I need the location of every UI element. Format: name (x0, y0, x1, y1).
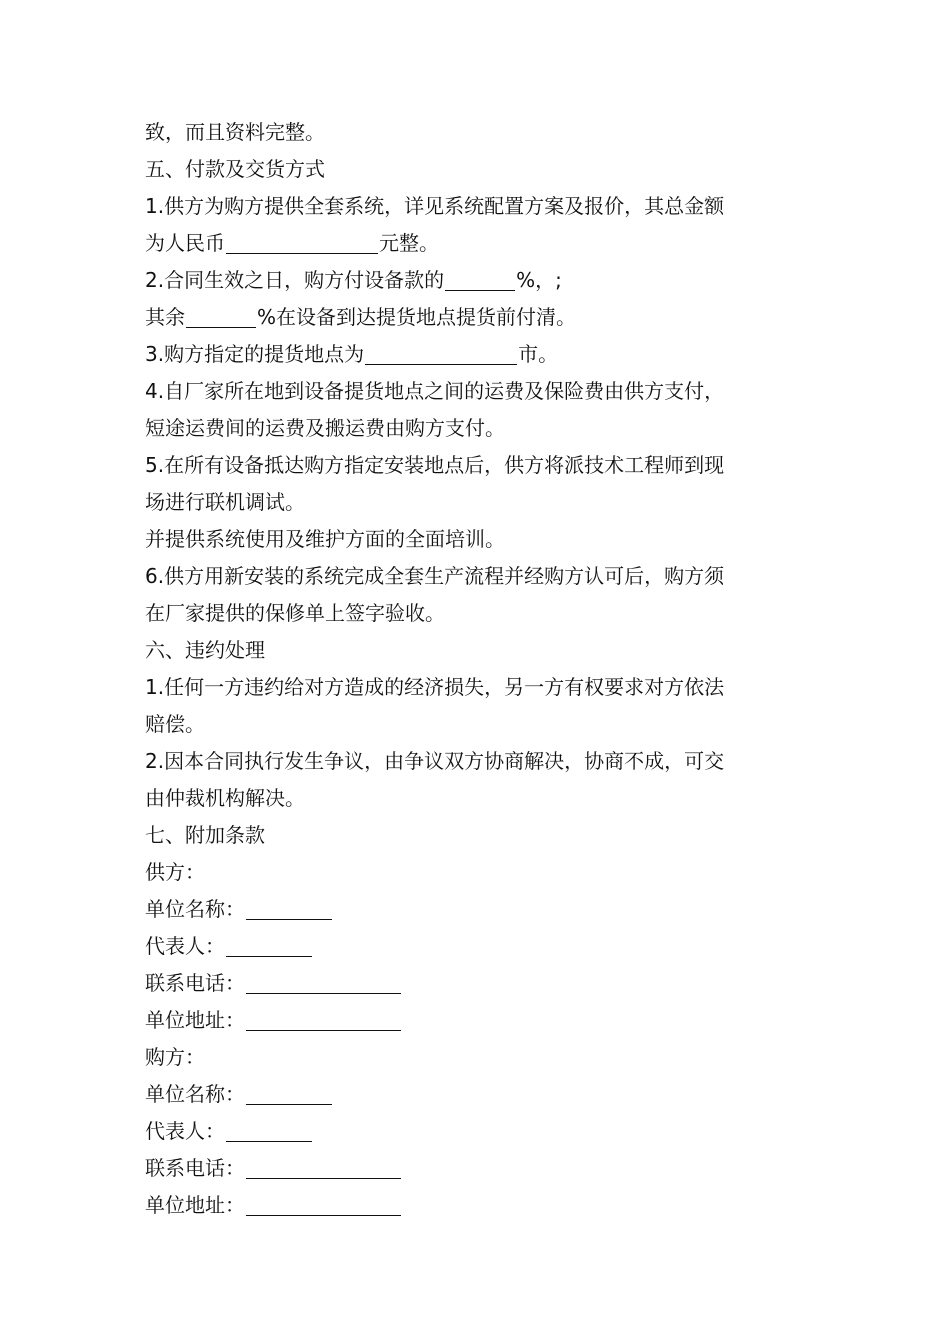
heading-text: 六、违约处理 (145, 638, 265, 662)
signature-blank[interactable] (246, 969, 401, 994)
paragraph-line (145, 410, 815, 447)
paragraph-line (145, 114, 815, 151)
signature-blank[interactable] (246, 895, 332, 920)
heading-text: 五、付款及交货方式 (145, 157, 325, 181)
field-label: 代表人： (145, 1119, 225, 1143)
signature-blank[interactable] (246, 1154, 401, 1179)
line-text: 由仲裁机构解决。 (145, 786, 305, 810)
supplier-representative-field (145, 928, 815, 965)
buyer-name-field (145, 1076, 815, 1113)
line-text: 场进行联机调试。 (145, 490, 305, 514)
percent-blank[interactable] (186, 303, 256, 328)
line-text: 并提供系统使用及维护方面的全面培训。 (145, 527, 505, 551)
supplier-address-field (145, 1002, 815, 1039)
paragraph-line (145, 484, 815, 521)
paragraph-line (145, 595, 815, 632)
field-label: 联系电话： (145, 1156, 245, 1180)
signature-blank[interactable] (246, 1191, 401, 1216)
line-text: 1.供方为购方提供全套系统，详见系统配置方案及报价，其总金额 (145, 194, 725, 218)
field-label: 联系电话： (145, 971, 245, 995)
paragraph-line (145, 669, 815, 706)
paragraph-line (145, 743, 815, 780)
line-text: 5.在所有设备抵达购方指定安装地点后，供方将派技术工程师到现 (145, 453, 725, 477)
section-heading-payment (145, 151, 815, 188)
buyer-address-field (145, 1187, 815, 1224)
line-text: 供方： (145, 860, 205, 884)
signature-blank[interactable] (226, 1117, 312, 1142)
line-text: 2.因本合同执行发生争议，由争议双方协商解决，协商不成，可交 (145, 749, 725, 773)
line-text: %在设备到达提货地点提货前付清。 (257, 305, 577, 329)
signature-blank[interactable] (246, 1006, 401, 1031)
paragraph-line (145, 558, 815, 595)
line-text: 其余 (145, 305, 185, 329)
paragraph-line (145, 336, 815, 373)
line-text: 致，而且资料完整。 (145, 120, 325, 144)
line-text: 为人民币 (145, 231, 225, 255)
line-text: 1.任何一方违约给对方造成的经济损失，另一方有权要求对方依法 (145, 675, 725, 699)
line-text: 市。 (518, 342, 559, 366)
section-heading-additional (145, 817, 815, 854)
paragraph-line (145, 225, 815, 262)
paragraph-line (145, 299, 815, 336)
line-text: 在厂家提供的保修单上签字验收。 (145, 601, 445, 625)
section-heading-breach (145, 632, 815, 669)
paragraph-line (145, 447, 815, 484)
field-label: 单位名称： (145, 897, 245, 921)
line-text: 购方： (145, 1045, 205, 1069)
field-label: 单位地址： (145, 1193, 245, 1217)
field-label: 代表人： (145, 934, 225, 958)
paragraph-line (145, 706, 815, 743)
field-label: 单位名称： (145, 1082, 245, 1106)
paragraph-line (145, 521, 815, 558)
party-label-buyer (145, 1039, 815, 1076)
paragraph-line (145, 373, 815, 410)
paragraph-line (145, 262, 815, 299)
line-text: 赔偿。 (145, 712, 205, 736)
buyer-phone-field (145, 1150, 815, 1187)
paragraph-line (145, 780, 815, 817)
percent-blank[interactable] (445, 266, 515, 291)
heading-text: 七、附加条款 (145, 823, 265, 847)
amount-blank[interactable] (226, 229, 378, 254)
signature-blank[interactable] (226, 932, 312, 957)
party-label-supplier (145, 854, 815, 891)
document-body (145, 114, 815, 1224)
line-text: 2.合同生效之日，购方付设备款的 (145, 268, 445, 292)
line-text: 元整。 (379, 231, 439, 255)
line-text: 4.自厂家所在地到设备提货地点之间的运费及保险费由供方支付， (145, 379, 725, 403)
line-text: 短途运费间的运费及搬运费由购方支付。 (145, 416, 505, 440)
line-text: %，; (516, 268, 562, 292)
supplier-phone-field (145, 965, 815, 1002)
paragraph-line (145, 188, 815, 225)
line-text: 3.购方指定的提货地点为 (145, 342, 365, 366)
signature-blank[interactable] (246, 1080, 332, 1105)
field-label: 单位地址： (145, 1008, 245, 1032)
location-blank[interactable] (365, 340, 517, 365)
buyer-representative-field (145, 1113, 815, 1150)
supplier-name-field (145, 891, 815, 928)
line-text: 6.供方用新安装的系统完成全套生产流程并经购方认可后，购方须 (145, 564, 725, 588)
